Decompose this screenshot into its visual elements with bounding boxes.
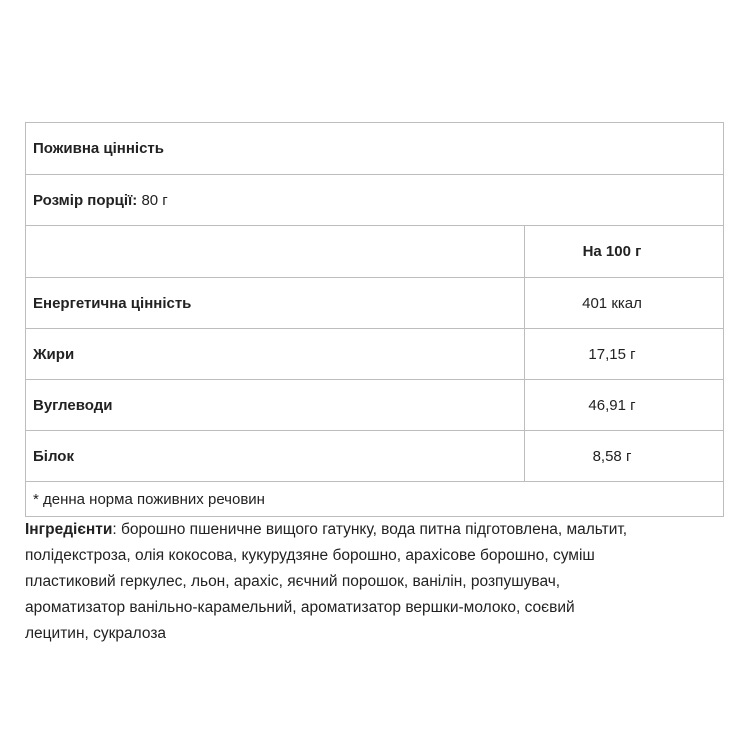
- row-name-carbs: Вуглеводи: [26, 380, 525, 430]
- row-value-energy: 401 ккал: [582, 294, 642, 312]
- ingredients-line-1: [25, 517, 725, 543]
- footnote: * денна норма поживних речовин: [33, 490, 265, 508]
- ingredients-line-3: пластиковий геркулес, льон, арахіс, яєчний порошок, ванілін, розпушувач,: [25, 573, 561, 590]
- portion-row: [26, 175, 723, 226]
- nutrition-table: [25, 122, 724, 517]
- row-value-fat: 17,15 г: [588, 345, 636, 363]
- ingredients-label: Інгредієнти: [25, 521, 113, 538]
- table-title-row: [26, 123, 723, 175]
- table-row: [26, 431, 723, 482]
- header-empty-cell: [26, 226, 525, 277]
- column-header-per-100g: На 100 г: [582, 243, 642, 260]
- table-title: Поживна цінність: [33, 140, 164, 157]
- row-name-protein: Білок: [26, 431, 525, 481]
- ingredients-text-1: : борошно пшеничне вищого гатунку, вода питна підготовлена, мальтит,: [112, 521, 628, 538]
- row-name-fat: Жири: [26, 329, 525, 379]
- portion-cell: [26, 175, 723, 225]
- ingredients-block: [25, 517, 725, 647]
- table-row: [26, 329, 723, 380]
- portion-value: 80 г: [141, 191, 168, 209]
- ingredients-line-5: лецитин, сукралоза: [25, 625, 167, 642]
- table-row: [26, 278, 723, 329]
- table-row: [26, 380, 723, 431]
- row-name-energy: Енергетична цінність: [26, 278, 525, 328]
- footnote-row: [26, 482, 723, 516]
- header-row: [26, 226, 723, 278]
- row-value-carbs: 46,91 г: [588, 396, 636, 414]
- portion-label: Розмір порції:: [33, 191, 138, 209]
- ingredients-line-2: полідекстроза, олія кокосова, кукурудзяне борошно, арахісове борошно, суміш: [25, 547, 595, 564]
- row-value-protein: 8,58 г: [592, 447, 632, 465]
- ingredients-line-4: ароматизатор ванільно-карамельний, ароматизатор вершки-молоко, соєвий: [25, 599, 575, 616]
